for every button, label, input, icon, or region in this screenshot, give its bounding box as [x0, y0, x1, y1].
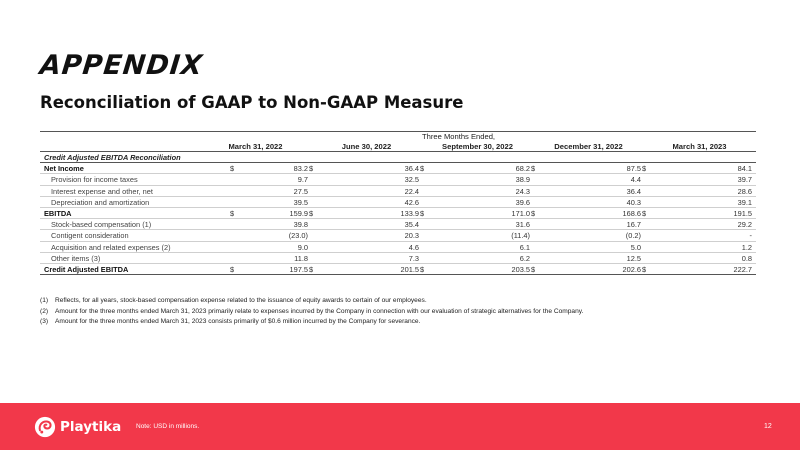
table-row	[40, 208, 756, 219]
cell-value: 222.7	[733, 264, 752, 274]
currency-symbol: $	[230, 164, 235, 174]
column-header: March 31, 2023	[672, 142, 727, 151]
cell-value: 38.9	[515, 175, 530, 185]
cell-value: 201.5	[400, 264, 419, 274]
row-label: Provision for income taxes	[51, 175, 138, 185]
table-row	[40, 264, 756, 275]
cell-value: 42.6	[404, 197, 419, 207]
column-header: June 30, 2022	[341, 142, 392, 151]
cell-value: 35.4	[404, 220, 419, 230]
cell-value: 29.2	[737, 220, 752, 230]
group-header-label: Three Months Ended,	[422, 132, 496, 141]
cell-value: 171.0	[511, 208, 530, 218]
table-row	[40, 174, 756, 185]
cell-value: 12.5	[626, 253, 641, 263]
cell-value: 6.2	[519, 253, 530, 263]
cell-value: 11.8	[294, 253, 308, 263]
column-header: December 31, 2022	[554, 142, 623, 151]
table-row	[40, 219, 756, 230]
cell-value: 39.8	[293, 220, 308, 230]
cell-value: 28.6	[737, 186, 752, 196]
currency-symbol: $	[309, 264, 314, 274]
row-label: Interest expense and other, net	[51, 186, 153, 196]
cell-value: 4.4	[630, 175, 641, 185]
footer-bar	[0, 403, 800, 450]
currency-symbol: $	[420, 264, 425, 274]
cell-value: 87.5	[626, 164, 641, 174]
cell-value: 1.2	[741, 242, 752, 252]
footnote-item	[40, 307, 583, 318]
cell-value: 84.1	[737, 164, 752, 174]
table-row	[40, 230, 756, 241]
table-row	[40, 186, 756, 197]
row-label: Acquisition and related expenses (2)	[51, 242, 171, 252]
currency-symbol: $	[531, 264, 536, 274]
currency-symbol: $	[531, 164, 536, 174]
footnote-text: Reflects, for all years, stock-based compensation expense related to the issuance of equity awards to certain of our employees.	[55, 297, 427, 304]
cell-value: (0.2)	[625, 231, 641, 241]
cell-value: 31.6	[515, 220, 530, 230]
currency-symbol: $	[309, 164, 314, 174]
cell-value: 202.6	[622, 264, 641, 274]
currency-symbol: $	[230, 264, 235, 274]
row-label: Stock-based compensation (1)	[51, 220, 152, 230]
cell-value: (23.0)	[288, 231, 308, 241]
row-label: Depreciation and amortization	[51, 197, 150, 207]
table-row	[40, 197, 756, 208]
cell-value: 7.3	[408, 253, 419, 263]
page-number: 12	[764, 423, 772, 430]
footnote-number: (3)	[40, 318, 49, 326]
cell-value: 16.7	[626, 220, 641, 230]
cell-value: 9.7	[297, 175, 308, 185]
column-header: March 31, 2022	[228, 142, 283, 151]
cell-value: 20.3	[404, 231, 419, 241]
cell-value: 5.0	[630, 242, 641, 252]
brand-name: Playtika	[60, 419, 122, 435]
row-label: Credit Adjusted EBITDA	[44, 264, 129, 274]
footnote-item	[40, 296, 583, 307]
table-group-header	[40, 131, 756, 141]
cell-value: 39.6	[515, 197, 530, 207]
row-label: Net Income	[44, 164, 84, 174]
cell-value: 159.9	[289, 208, 308, 218]
row-label: Contigent consideration	[51, 231, 129, 241]
footer-note: Note: USD in millions.	[136, 423, 200, 430]
cell-value: 4.6	[408, 242, 419, 252]
table-body	[40, 163, 756, 275]
table-row	[40, 242, 756, 253]
currency-symbol: $	[420, 208, 425, 218]
cell-value: 39.7	[737, 175, 752, 185]
cell-value: 24.3	[515, 186, 530, 196]
currency-symbol: $	[531, 208, 536, 218]
section-label: Credit Adjusted EBITDA Reconciliation	[44, 153, 181, 162]
currency-symbol: $	[309, 208, 314, 218]
table-row	[40, 253, 756, 264]
cell-value: 36.4	[626, 186, 641, 196]
cell-value: 22.4	[404, 186, 419, 196]
cell-value: 83.2	[293, 164, 308, 174]
cell-value: 0.8	[741, 253, 752, 263]
cell-value: 203.5	[511, 264, 530, 274]
currency-symbol: $	[230, 208, 235, 218]
cell-value: 133.9	[400, 208, 419, 218]
cell-value: 40.3	[626, 197, 641, 207]
footnote-number: (1)	[40, 297, 49, 304]
row-label: Other items (3)	[51, 253, 101, 263]
row-label: EBITDA	[44, 208, 72, 218]
cell-value: 39.5	[293, 197, 308, 207]
footnote-item	[40, 317, 583, 328]
table-row	[40, 163, 756, 174]
footnotes	[40, 296, 583, 328]
reconciliation-table	[40, 131, 756, 275]
cell-value: 39.1	[737, 197, 752, 207]
cell-value: 168.6	[622, 208, 641, 218]
cell-value: 36.4	[404, 164, 419, 174]
table-section-row	[40, 152, 756, 163]
page-title: APPENDIX	[38, 50, 205, 81]
currency-symbol: $	[642, 208, 647, 218]
playtika-logo-icon	[34, 416, 56, 438]
cell-value: 9.0	[297, 242, 308, 252]
cell-value: 32.5	[404, 175, 419, 185]
column-header: September 30, 2022	[442, 142, 513, 151]
currency-symbol: $	[420, 164, 425, 174]
footnote-text: Amount for the three months ended March 31, 2023 primarily relate to expenses incurred by the Company in connection with our evaluation of strategic alternatives for the Company.	[55, 307, 584, 315]
cell-value: 27.5	[293, 186, 308, 196]
page-subtitle: Reconciliation of GAAP to Non-GAAP Measure	[40, 93, 464, 112]
brand-logo	[34, 416, 121, 438]
table-column-headers	[40, 141, 756, 152]
currency-symbol: $	[642, 264, 647, 274]
cell-value: 197.5	[289, 264, 308, 274]
cell-value: 6.1	[519, 242, 530, 252]
footnote-text: Amount for the three months ended March 31, 2023 consists primarily of $0.6 million incurred by the Company for severance.	[55, 318, 421, 326]
cell-value: 68.2	[515, 164, 530, 174]
footnote-number: (2)	[40, 307, 49, 315]
cell-value: (11.4)	[511, 231, 530, 241]
cell-value: 191.5	[733, 208, 752, 218]
currency-symbol: $	[642, 164, 647, 174]
cell-value: -	[749, 231, 752, 241]
